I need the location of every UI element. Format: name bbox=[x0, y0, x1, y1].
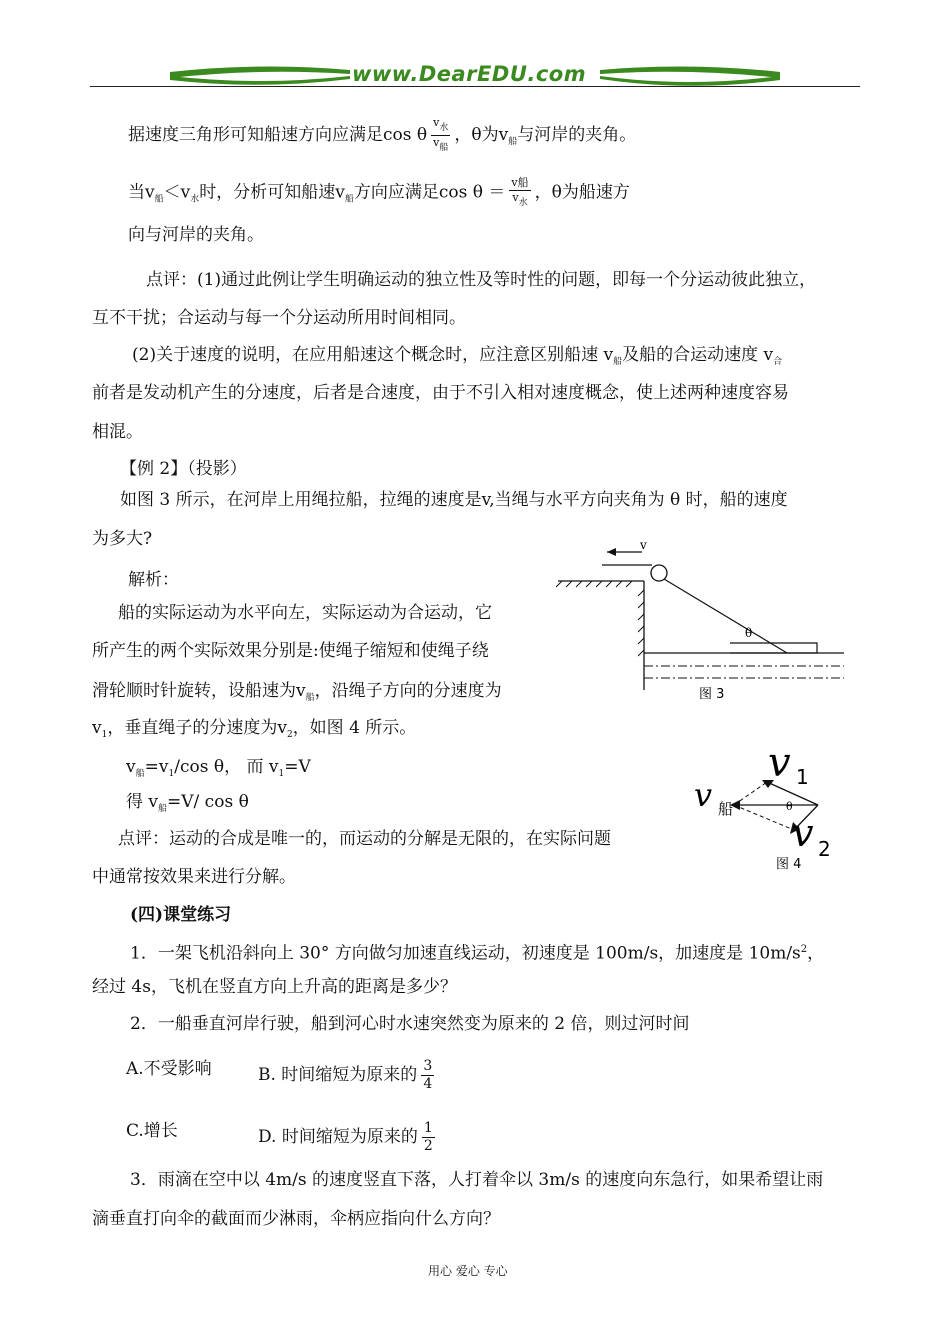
site-logo-text[interactable]: www.DearEDU.com bbox=[352, 62, 587, 86]
fig4-v1-sub: 1 bbox=[796, 765, 809, 789]
comment-2-line2: 前者是发动机产生的分速度，后者是合速度，由于不引入相对速度概念，使上述两种速度容易 bbox=[92, 383, 789, 403]
paragraph-2: 当$v_船<v_水$时，分析可知船速$v_船$方向应满足cos θ ＝ $\frac{\text{v船}}{v_水}$ ，θ为船速方 bbox=[128, 176, 630, 208]
option-c: C.增长 bbox=[126, 1121, 178, 1141]
exercise-3-line1: 3．雨滴在空中以 4m/s 的速度竖直下落，人打着伞以 3m/s 的速度向东急行，如果希望让雨 bbox=[130, 1170, 824, 1190]
fig4-theta: θ bbox=[786, 800, 793, 813]
fig4-caption: 图 4 bbox=[776, 857, 802, 872]
comment-2-line3: 相混。 bbox=[92, 422, 143, 442]
comment-3-line1: 点评：运动的合成是唯一的，而运动的分解是无限的，在实际问题 bbox=[118, 829, 611, 849]
equation-2: 得 $v_船=V/$ cos θ bbox=[126, 792, 249, 814]
fig4-v2: v bbox=[792, 811, 814, 855]
comment-3-line2: 中通常按效果来进行分解。 bbox=[92, 867, 296, 887]
fig4-vboat-sub: 船 bbox=[718, 800, 734, 818]
fig3-caption: 图 3 bbox=[699, 687, 725, 702]
analysis-line1: 船的实际运动为水平向左，实际运动为合运动，它 bbox=[118, 603, 492, 623]
option-b: B. 时间缩短为原来的 $\frac{3}{4}$ bbox=[258, 1058, 433, 1092]
example-2-question-line2: 为多大? bbox=[92, 529, 153, 549]
fig3-v-label: v bbox=[640, 538, 647, 552]
fig4-vboat: v bbox=[694, 776, 713, 814]
exercise-3-line2: 滴垂直打向伞的截面而少淋雨，伞柄应指向什么方向？ bbox=[92, 1209, 500, 1229]
header-rule bbox=[90, 86, 860, 87]
paragraph-1: 据速度三角形可知船速方向应满足cos θ $\frac{v_水}{v_船}$ ，θ为$v_船$与河岸的夹角。 bbox=[128, 116, 637, 153]
equation-1: $v_船=v_1/\cos$ θ， 而 $v_1=V$ bbox=[126, 757, 311, 779]
analysis-label: 解析： bbox=[128, 570, 179, 590]
exercise-1-line1: 1．一架飞机沿斜向上 30° 方向做匀加速直线运动，初速度是 100m/s，加速度是 $10m/s^2$， bbox=[130, 943, 825, 964]
example-2-title: 【例 2】（投影） bbox=[120, 459, 247, 479]
analysis-line4: $v_1$，垂直绳子的分速度为$v_2$，如图 4 所示。 bbox=[92, 718, 417, 740]
fig4-v1: v bbox=[768, 742, 791, 786]
comment-1-line1: 点评：(1)通过此例让学生明确运动的独立性及等时性的问题，即每一个分运动彼此独立， bbox=[146, 270, 817, 290]
figure-3 bbox=[552, 535, 852, 710]
exercise-2: 2．一船垂直河岸行驶，船到河心时水速突然变为原来的 2 倍，则过河时间 bbox=[130, 1014, 690, 1034]
option-a: A.不受影响 bbox=[126, 1059, 212, 1079]
analysis-line2: 所产生的两个实际效果分别是:使绳子缩短和使绳子绕 bbox=[92, 641, 489, 661]
comment-2-line1: (2)关于速度的说明，在应用船速这个概念时，应注意区别船速 $v_船$及船的合运动速度 $v_合$ bbox=[132, 345, 783, 367]
analysis-line3: 滑轮顺时针旋转，设船速为$v_船$，沿绳子方向的分速度为 bbox=[92, 681, 502, 703]
fig4-v2-sub: 2 bbox=[818, 837, 831, 861]
fig3-theta: θ bbox=[745, 626, 753, 640]
footer-text: 用心 爱心 专心 bbox=[428, 1264, 508, 1278]
exercises-heading: (四)课堂练习 bbox=[130, 905, 232, 925]
example-2-question-line1: 如图 3 所示，在河岸上用绳拉船，拉绳的速度是v,当绳与水平方向夹角为 θ 时，船的速度 bbox=[120, 490, 788, 510]
option-d: D. 时间缩短为原来的 $\frac{1}{2}$ bbox=[258, 1120, 433, 1154]
comment-1-line2: 互不干扰；合运动与每一个分运动所用时间相同。 bbox=[92, 308, 466, 328]
paragraph-2-line2: 向与河岸的夹角。 bbox=[128, 225, 264, 245]
exercise-1-line2: 经过 4s，飞机在竖直方向上升高的距离是多少？ bbox=[92, 977, 457, 997]
figure-4 bbox=[694, 742, 854, 877]
